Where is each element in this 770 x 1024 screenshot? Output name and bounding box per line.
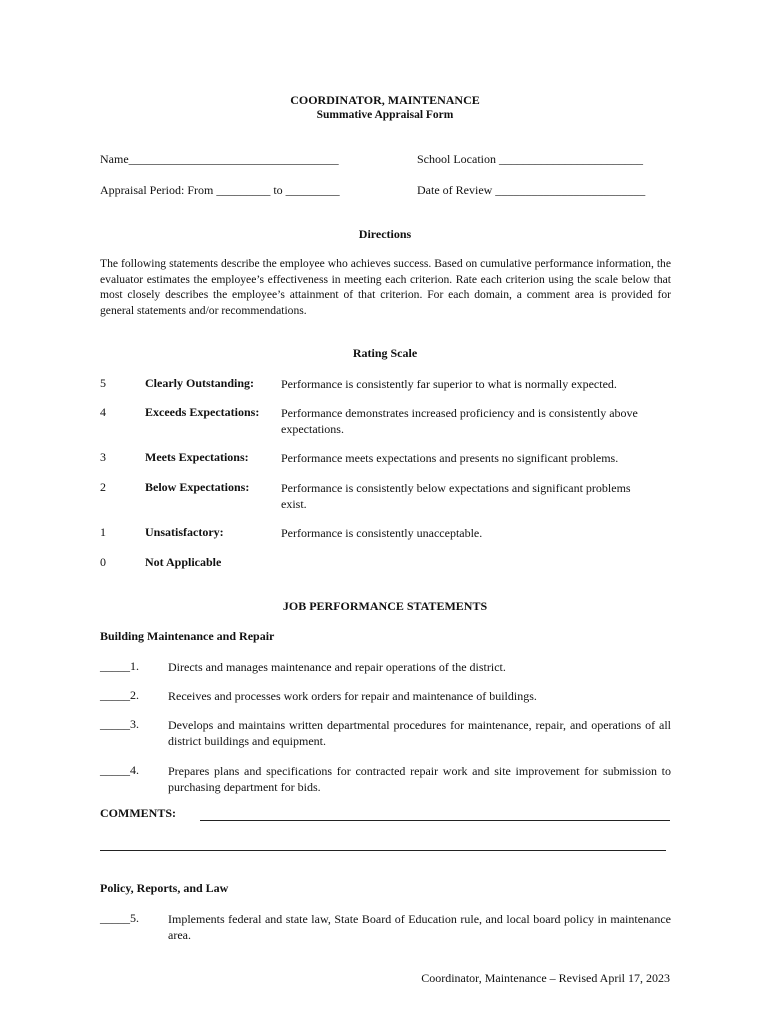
rating-score: 5 xyxy=(100,376,106,390)
rating-description: Performance is consistently below expectations and significant problems exist. xyxy=(281,481,631,511)
rating-scale-heading: Rating Scale xyxy=(352,346,418,360)
form-title: COORDINATOR, MAINTENANCE xyxy=(290,93,480,107)
rating-label: Not Applicable xyxy=(145,555,222,569)
statement-text: Prepares plans and specifications for contracted repair work and site improvement for submission to purchasing department for bids. xyxy=(168,764,671,794)
statement-text: Implements federal and state law, State Board of Education rule, and local board policy in maintenance area. xyxy=(168,912,671,942)
section-title-building-maintenance: Building Maintenance and Repair xyxy=(100,629,275,643)
directions-heading: Directions xyxy=(358,227,412,241)
rating-blank-4[interactable]: _____4. xyxy=(100,763,139,777)
rating-score: 1 xyxy=(100,525,106,539)
rating-label: Unsatisfactory: xyxy=(145,525,224,539)
rating-description: Performance meets expectations and presents no significant problems. xyxy=(281,451,619,465)
rating-blank-5[interactable]: _____5. xyxy=(100,911,139,925)
rating-label: Below Expectations: xyxy=(145,480,250,494)
rating-blank-1[interactable]: _____1. xyxy=(100,659,139,673)
job-performance-heading: JOB PERFORMANCE STATEMENTS xyxy=(282,599,488,613)
comments-label: COMMENTS: xyxy=(100,806,176,820)
school-location-field[interactable]: School Location ________________________ xyxy=(417,152,643,166)
comments-line[interactable] xyxy=(100,850,666,851)
appraisal-period-field[interactable]: Appraisal Period: From _________ to _________ xyxy=(100,183,340,197)
directions-text: The following statements describe the employee who achieves success. Based on cumulative performance information, the evaluator estimates the employee’s effectiveness in meeting each criterion. Rate each criterion using the scale below that most closely describes the employee’s attainment of that criterion. For each domain, a comment area is provided for general statements and/or recommendations. xyxy=(100,257,671,317)
rating-label: Clearly Outstanding: xyxy=(145,376,255,390)
statement-text: Receives and processes work orders for repair and maintenance of buildings. xyxy=(168,689,537,703)
statement-text: Directs and manages maintenance and repair operations of the district. xyxy=(168,660,506,674)
rating-score: 3 xyxy=(100,450,106,464)
section-title-policy-reports-law: Policy, Reports, and Law xyxy=(100,881,229,895)
rating-description: Performance is consistently far superior to what is normally expected. xyxy=(281,377,617,391)
rating-description: Performance is consistently unacceptable. xyxy=(281,526,483,540)
rating-score: 0 xyxy=(100,555,106,569)
name-field[interactable]: Name___________________________________ xyxy=(100,152,339,166)
rating-score: 4 xyxy=(100,405,106,419)
rating-description: Performance demonstrates increased proficiency and is consistently above expectations. xyxy=(281,406,638,436)
page-footer: Coordinator, Maintenance – Revised April 17, 2023 xyxy=(421,971,670,985)
statement-text: Develops and maintains written departmental procedures for maintenance, repair, and operations of all district buildings and equipment. xyxy=(168,718,671,748)
rating-score: 2 xyxy=(100,480,106,494)
rating-label: Exceeds Expectations: xyxy=(145,405,260,419)
rating-blank-2[interactable]: _____2. xyxy=(100,688,139,702)
form-subtitle: Summative Appraisal Form xyxy=(316,109,454,121)
comments-line[interactable] xyxy=(200,820,670,821)
rating-label: Meets Expectations: xyxy=(145,450,249,464)
rating-blank-3[interactable]: _____3. xyxy=(100,717,139,731)
date-of-review-field[interactable]: Date of Review _________________________ xyxy=(417,183,646,197)
